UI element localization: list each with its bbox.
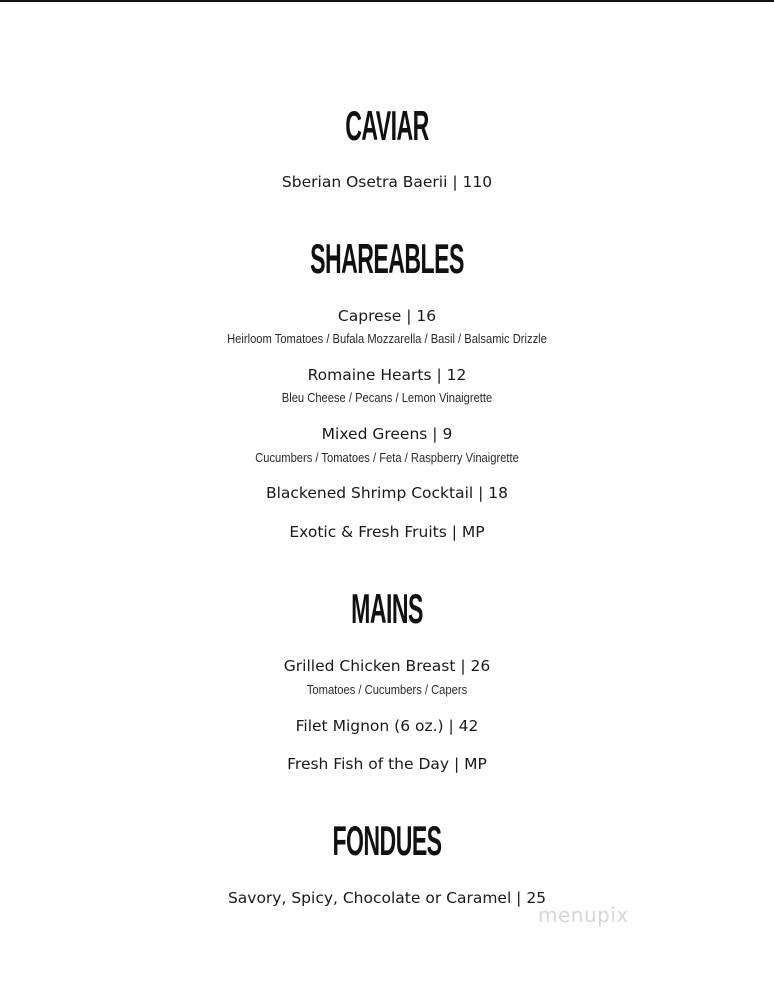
section-title-fondues: FONDUES <box>332 817 442 864</box>
menu-item-description: Tomatoes / Cucumbers / Capers <box>306 682 468 697</box>
section-title-shareables: SHAREABLES <box>310 235 464 282</box>
menu-item: Blackened Shrimp Cocktail | 18 <box>265 484 509 502</box>
menu-item: Romaine Hearts | 12 <box>307 366 467 384</box>
menu-item: Grilled Chicken Breast | 26 <box>283 657 491 675</box>
menu-item: Fresh Fish of the Day | MP <box>287 755 487 773</box>
menu-item: Sberian Osetra Baerii | 110 <box>281 173 493 191</box>
menu-item-description: Bleu Cheese / Pecans / Lemon Vinaigrette <box>281 390 493 405</box>
section-title-mains: MAINS <box>351 585 423 632</box>
menu-item: Mixed Greens | 9 <box>321 425 453 443</box>
menu-item: Savory, Spicy, Chocolate or Caramel | 25 <box>227 889 547 907</box>
menu-item: Caprese | 16 <box>337 307 437 325</box>
menu-item: Exotic & Fresh Fruits | MP <box>289 523 485 541</box>
menu-item: Filet Mignon (6 oz.) | 42 <box>295 717 479 735</box>
section-title-caviar: CAVIAR <box>345 102 429 149</box>
watermark-logo: menupix <box>538 903 629 927</box>
menu-item-description: Heirloom Tomatoes / Bufala Mozzarella / Basil / Balsamic Drizzle <box>227 331 547 346</box>
menu-item-description: Cucumbers / Tomatoes / Feta / Raspberry Vinaigrette <box>255 450 519 465</box>
